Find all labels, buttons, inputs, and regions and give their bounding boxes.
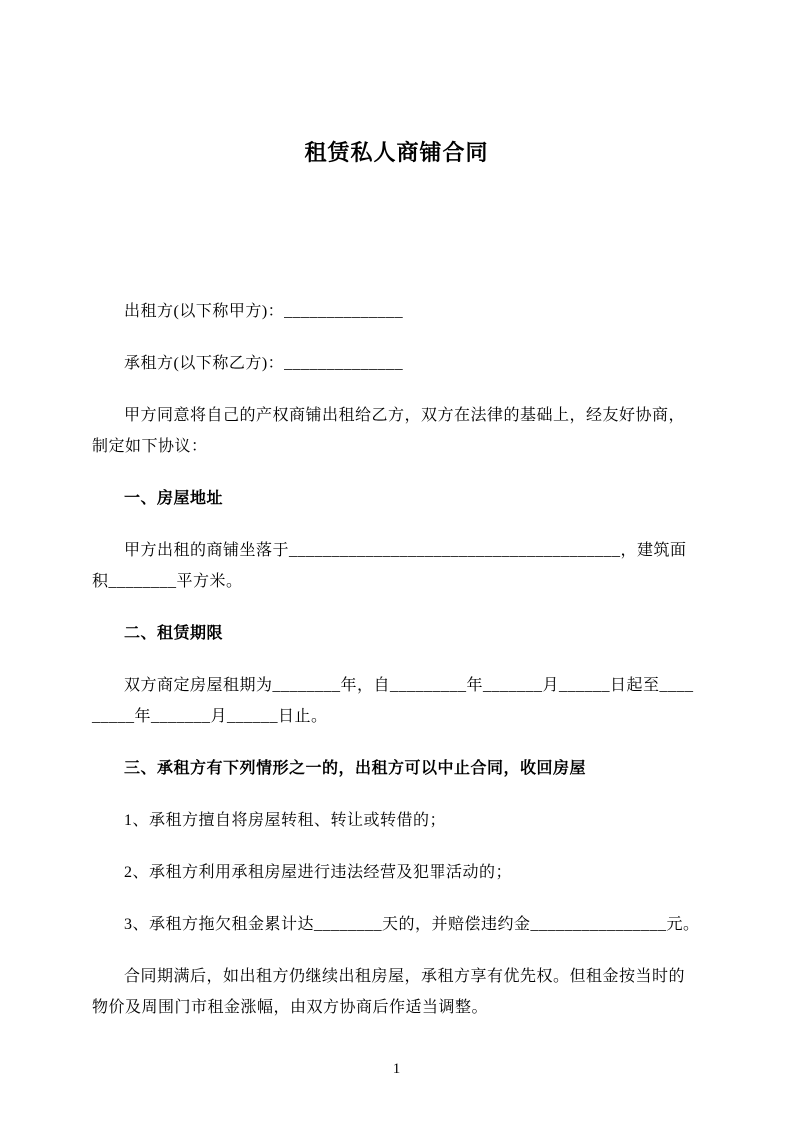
paragraph-lease-term: 双方商定房屋租期为________年，自_________年_______月______日起至_________年_______月______日止。 — [92, 677, 694, 725]
document-title: 租赁私人商铺合同 — [304, 140, 489, 165]
paragraph-address: 甲方出租的商铺坐落于_______________________________________，建筑面积________平方米。 — [92, 542, 687, 590]
page-number: 1 — [392, 1061, 401, 1077]
list-item-sublease: 1、承租方擅自将房屋转租、转让或转借的； — [124, 812, 447, 829]
paragraph-lessor: 出租方(以下称甲方)：______________ — [124, 303, 404, 320]
list-item-rent-arrears: 3、承租方拖欠租金累计达________天的，并赔偿违约金________________元。 — [124, 916, 700, 933]
heading-termination-conditions: 三、承租方有下列情形之一的，出租方可以中止合同，收回房屋 — [124, 760, 587, 777]
heading-house-address: 一、房屋地址 — [124, 490, 224, 507]
list-item-illegal-activity: 2、承租方利用承租房屋进行违法经营及犯罪活动的； — [124, 864, 513, 881]
paragraph-lessee: 承租方(以下称乙方)：______________ — [124, 355, 404, 372]
paragraph-renewal-priority: 合同期满后，如出租方仍继续出租房屋，承租方享有优先权。但租金按当时的物价及周围门市租金涨幅，由双方协商后作适当调整。 — [92, 968, 686, 1016]
heading-lease-term: 二、租赁期限 — [124, 625, 224, 642]
paragraph-intro: 甲方同意将自己的产权商铺出租给乙方，双方在法律的基础上，经友好协商，制定如下协议： — [92, 407, 686, 455]
